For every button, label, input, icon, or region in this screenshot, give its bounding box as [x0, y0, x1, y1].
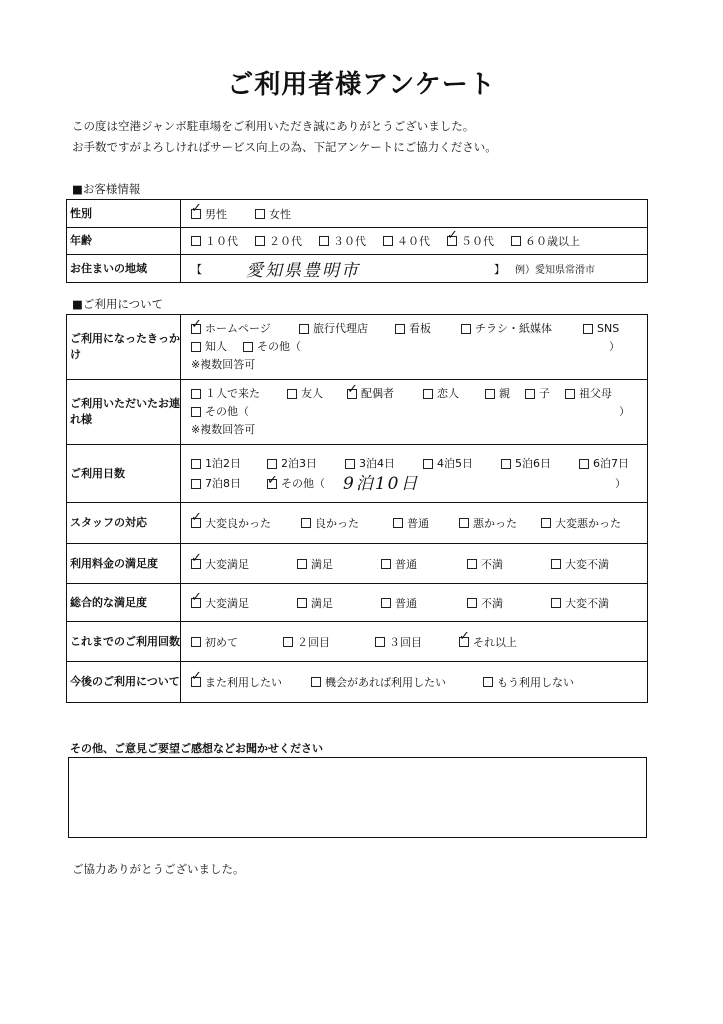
usage-table: ご利用になったきっかけ ✓ ホームページ 旅行代理店 看板 チラシ・紙媒体 SNS 知人 その他（ ） ※複数回答可 ご利用いただいたお連れ様 １人で来た 友人 ✓ 配偶者 恋人 親 子 祖父母 その他（ ） ※複数回答可 ご利用日数 1泊2日 2泊3日 3泊4日 4泊5日 5泊6日 6泊7日 7泊8日 ✓ その他（ 9泊10日 ） スタッフの対応 ✓ 大変良かった 良かった 普通 悪かった 大変悪かった 利用料金の満足度 ✓ 大変満足 満足 普通 不満 大変不満 総合的な満足度 ✓ 大変満足 満足 普通 不満 大変不満 これまでのご利用回数 初めて ２回目 ３回目 ✓ それ以上 今後のご利用について ✓ また利用したい 機会があれば利用したい もう利用しない — [66, 314, 648, 703]
region-example: 例）愛知県常滑市 — [515, 265, 595, 276]
overall-option-very-dissatisfied[interactable]: 大変不満 — [551, 595, 609, 611]
companion-parent-option[interactable]: 親 — [485, 385, 525, 403]
checkbox-icon[interactable] — [299, 324, 309, 334]
checkbox-icon[interactable] — [423, 459, 433, 469]
count-option-first[interactable]: 初めて — [191, 634, 283, 650]
overall-label: 総合的な満足度 — [67, 584, 181, 622]
price-option-dissatisfied[interactable]: 不満 — [467, 556, 551, 572]
page-title: ご利用者様アンケート — [227, 70, 496, 100]
count-option-more[interactable]: ✓ それ以上 — [459, 634, 517, 650]
days-option-4[interactable]: 4泊5日 — [423, 454, 501, 474]
staff-option-bad[interactable]: 悪かった — [459, 515, 541, 531]
overall-option-satisfied[interactable]: 満足 — [297, 595, 381, 611]
gender-label: 性別 — [67, 200, 181, 228]
checkbox-icon[interactable] — [551, 559, 561, 569]
trigger-flyer-option[interactable]: チラシ・紙媒体 — [461, 320, 583, 338]
companion-spouse-option[interactable]: ✓ 配偶者 — [347, 385, 423, 403]
checkbox-icon[interactable] — [383, 236, 393, 246]
checkbox-icon[interactable] — [297, 598, 307, 608]
checkbox-icon[interactable] — [393, 518, 403, 528]
count-label: これまでのご利用回数 — [67, 622, 181, 662]
companion-other-option[interactable]: その他（ — [191, 403, 619, 421]
checkbox-icon[interactable] — [375, 637, 385, 647]
trigger-other-option[interactable]: その他（ — [243, 338, 609, 356]
checkbox-icon[interactable] — [191, 342, 201, 352]
checkbox-icon[interactable] — [551, 598, 561, 608]
checkbox-checked-icon[interactable] — [267, 479, 277, 489]
checkbox-icon[interactable] — [191, 389, 201, 399]
staff-option-good[interactable]: 良かった — [301, 515, 393, 531]
days-handwritten-answer[interactable]: 9泊10日 — [343, 473, 420, 494]
checkbox-icon[interactable] — [381, 598, 391, 608]
checkbox-checked-icon[interactable] — [447, 236, 457, 246]
checkbox-icon[interactable] — [319, 236, 329, 246]
checkbox-icon[interactable] — [485, 389, 495, 399]
staff-label: スタッフの対応 — [67, 503, 181, 544]
checkbox-icon[interactable] — [301, 518, 311, 528]
days-option-2[interactable]: 2泊3日 — [267, 454, 345, 474]
future-option-maybe[interactable]: 機会があれば利用したい — [311, 674, 483, 690]
age-option-10s[interactable]: １０代 — [191, 233, 255, 249]
companion-label: ご利用いただいたお連れ様 — [67, 380, 181, 445]
companion-partner-option[interactable]: 恋人 — [423, 385, 485, 403]
count-option-second[interactable]: ２回目 — [283, 634, 375, 650]
customer-info-table: 性別 ✓ 男性 女性 年齢 １０代 ２０代 ３０代 ４０代 ✓ ５０代 ６０歳以上 お住まいの地域 【 愛知県豊明市 】 例）愛知県常滑市 — [66, 199, 648, 283]
checkbox-checked-icon[interactable] — [191, 324, 201, 334]
checkbox-icon[interactable] — [287, 389, 297, 399]
comments-textarea[interactable] — [68, 757, 647, 838]
gender-female-option[interactable]: 女性 — [255, 206, 291, 222]
checkbox-icon[interactable] — [483, 677, 493, 687]
checkbox-icon[interactable] — [243, 342, 253, 352]
trigger-travel-agency-option[interactable]: 旅行代理店 — [299, 320, 395, 338]
age-option-40s[interactable]: ４０代 — [383, 233, 447, 249]
checkbox-icon[interactable] — [461, 324, 471, 334]
comments-label: その他、ご意見ご要望ご感想などお聞かせください — [70, 742, 323, 755]
checkbox-icon[interactable] — [311, 677, 321, 687]
price-option-very-dissatisfied[interactable]: 大変不満 — [551, 556, 609, 572]
companion-grandparent-option[interactable]: 祖父母 — [565, 385, 612, 403]
region-label: お住まいの地域 — [67, 255, 181, 283]
checkbox-icon[interactable] — [459, 518, 469, 528]
checkbox-icon[interactable] — [501, 459, 511, 469]
days-label: ご利用日数 — [67, 445, 181, 503]
trigger-label: ご利用になったきっかけ — [67, 315, 181, 380]
checkbox-checked-icon[interactable] — [459, 637, 469, 647]
checkbox-icon[interactable] — [345, 459, 355, 469]
checkbox-icon[interactable] — [297, 559, 307, 569]
age-option-60plus[interactable]: ６０歳以上 — [511, 233, 580, 249]
future-label: 今後のご利用について — [67, 662, 181, 703]
checkbox-icon[interactable] — [467, 598, 477, 608]
overall-option-very-satisfied[interactable]: ✓ 大変満足 — [191, 595, 297, 611]
staff-option-average[interactable]: 普通 — [393, 515, 459, 531]
age-option-20s[interactable]: ２０代 — [255, 233, 319, 249]
region-handwritten-answer[interactable]: 愛知県豊明市 — [246, 261, 360, 281]
count-option-third[interactable]: ３回目 — [375, 634, 459, 650]
checkbox-icon[interactable] — [283, 637, 293, 647]
checkbox-icon[interactable] — [579, 459, 589, 469]
trigger-sns-option[interactable]: SNS — [583, 320, 619, 338]
future-option-again[interactable]: ✓ また利用したい — [191, 674, 311, 690]
days-other-option[interactable]: ✓ その他（ — [267, 474, 343, 494]
age-option-30s[interactable]: ３０代 — [319, 233, 383, 249]
price-option-very-satisfied[interactable]: ✓ 大変満足 — [191, 556, 297, 572]
price-option-average[interactable]: 普通 — [381, 556, 467, 572]
companion-note: ※複数回答可 — [191, 423, 256, 436]
trigger-homepage-option[interactable]: ✓ ホームページ — [191, 320, 299, 338]
age-option-50s[interactable]: ✓ ５０代 — [447, 233, 511, 249]
checkbox-checked-icon[interactable] — [191, 559, 201, 569]
overall-option-dissatisfied[interactable]: 不満 — [467, 595, 551, 611]
days-option-5[interactable]: 5泊6日 — [501, 454, 579, 474]
checkbox-checked-icon[interactable] — [347, 389, 357, 399]
checkbox-checked-icon[interactable] — [191, 209, 201, 219]
staff-option-very-good[interactable]: ✓ 大変良かった — [191, 515, 301, 531]
trigger-signboard-option[interactable]: 看板 — [395, 320, 461, 338]
companion-child-option[interactable]: 子 — [525, 385, 565, 403]
gender-male-option[interactable]: ✓ 男性 — [191, 206, 255, 222]
companion-friend-option[interactable]: 友人 — [287, 385, 347, 403]
checkbox-icon[interactable] — [395, 324, 405, 334]
thanks-text: ご協力ありがとうございました。 — [72, 862, 245, 876]
days-option-1[interactable]: 1泊2日 — [191, 454, 267, 474]
checkbox-icon[interactable] — [191, 637, 201, 647]
checkbox-checked-icon[interactable] — [191, 598, 201, 608]
days-option-3[interactable]: 3泊4日 — [345, 454, 423, 474]
age-label: 年齢 — [67, 228, 181, 255]
checkbox-checked-icon[interactable] — [191, 518, 201, 528]
trigger-note: ※複数回答可 — [191, 358, 256, 371]
usage-section-heading: ■ご利用について — [72, 297, 164, 311]
checkbox-icon[interactable] — [255, 236, 265, 246]
checkbox-icon[interactable] — [525, 389, 535, 399]
checkbox-icon[interactable] — [267, 459, 277, 469]
price-label: 利用料金の満足度 — [67, 544, 181, 584]
days-option-7[interactable]: 7泊8日 — [191, 474, 267, 494]
checkbox-icon[interactable] — [541, 518, 551, 528]
trigger-acquaintance-option[interactable]: 知人 — [191, 338, 243, 356]
intro-line-2: お手数ですがよろしければサービス向上の為、下記アンケートにご協力ください。 — [72, 140, 497, 154]
days-option-6[interactable]: 6泊7日 — [579, 454, 629, 474]
checkbox-icon[interactable] — [191, 407, 201, 417]
future-option-never[interactable]: もう利用しない — [483, 674, 574, 690]
price-option-satisfied[interactable]: 満足 — [297, 556, 381, 572]
checkbox-icon[interactable] — [191, 236, 201, 246]
checkbox-icon[interactable] — [191, 479, 201, 489]
staff-option-very-bad[interactable]: 大変悪かった — [541, 515, 621, 531]
customer-section-heading: ■お客様情報 — [72, 182, 141, 196]
overall-option-average[interactable]: 普通 — [381, 595, 467, 611]
checkbox-icon[interactable] — [467, 559, 477, 569]
checkbox-checked-icon[interactable] — [191, 677, 201, 687]
companion-alone-option[interactable]: １人で来た — [191, 385, 287, 403]
checkbox-icon[interactable] — [423, 389, 433, 399]
intro-line-1: この度は空港ジャンボ駐車場をご利用いただき誠にありがとうございました。 — [72, 119, 475, 133]
checkbox-icon[interactable] — [255, 209, 265, 219]
checkbox-icon[interactable] — [565, 389, 575, 399]
checkbox-icon[interactable] — [191, 459, 201, 469]
checkbox-icon[interactable] — [381, 559, 391, 569]
checkbox-icon[interactable] — [511, 236, 521, 246]
checkbox-icon[interactable] — [583, 324, 593, 334]
